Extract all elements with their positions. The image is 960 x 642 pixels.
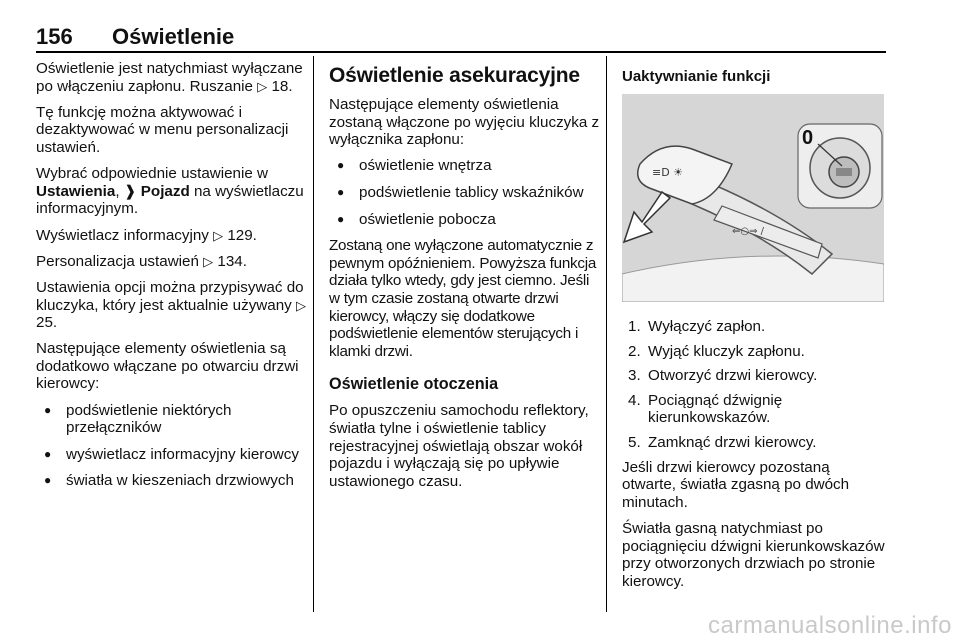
page-title: Oświetlenie — [112, 24, 235, 49]
column-divider-1 — [313, 56, 314, 612]
list-item: ● oświetlenie wnętrza — [329, 157, 601, 175]
list-item: ● światła w kieszeniach drzwiowych — [36, 472, 306, 490]
text: na wyświetlaczu informacyjnym. — [36, 182, 304, 218]
page-number: 156 — [36, 24, 73, 49]
svg-text:⇐○⇒ /: ⇐○⇒ / — [732, 226, 765, 237]
paragraph — [36, 227, 306, 245]
list-item: 2. Wyjąć kluczyk zapłonu. — [628, 342, 805, 360]
subsection-heading: Oświetlenie otoczenia — [329, 375, 499, 394]
paragraph: Światła gasną natychmiast po pociągnięciu dźwigni kierunkowskazów przy otworzonych drzwiach po stronie kierowcy. — [622, 519, 885, 590]
paragraph: Tę funkcję można aktywować i dezaktywować w menu personalizacji ustawień. — [36, 103, 289, 156]
text: Oświetlenie jest natychmiast wyłączane po włączeniu zapłonu. Ruszanie — [36, 60, 303, 95]
page-reference[interactable]: 25. — [36, 314, 58, 332]
menu-item-pojazd: Pojazd — [140, 182, 190, 200]
svg-text:≡D ☀: ≡D ☀ — [652, 166, 684, 179]
text: Personalizacja ustawień — [36, 252, 199, 270]
column-1 — [36, 60, 306, 499]
paragraph — [36, 279, 306, 332]
list-item: 5. Zamknąć drzwi kierowcy. — [628, 433, 817, 451]
list-item: 1. Wyłączyć zapłon. — [628, 318, 766, 335]
paragraph — [36, 165, 306, 218]
list-item: 3. Otworzyć drzwi kierowcy. — [628, 367, 818, 385]
list-item: ● wyświetlacz informacyjny kierowcy — [36, 446, 306, 464]
lever-drawing — [622, 94, 884, 302]
paragraph: Następujące elementy oświetlenia są dodatkowo włączane po otwarciu drzwi kierowcy: — [36, 340, 299, 393]
list-item: ● podświetlenie tablicy wskaźników — [329, 184, 601, 202]
paragraph: Zostaną one wyłączone automatycznie z pewnym opóźnieniem. Powyższa funkcja działa tylko wtedy, gdy jest ciemno. Jeśli w tym czasie zostaną otwarte drzwi kierowcy, włączy się dodatkowe podświetlenie elementów sterujących i klamki drzwi. — [329, 237, 597, 360]
page-reference[interactable]: 129. — [227, 226, 257, 244]
menu-chevron-icon: ❱ — [123, 182, 137, 200]
list-item: ● podświetlenie niektórych przełączników — [36, 402, 306, 437]
subsection-heading: Uaktywnianie funkcji — [622, 68, 771, 85]
header-rule — [36, 51, 886, 53]
list-item: 4. Pociągnąć dźwignię kierunkowskazów. — [628, 391, 783, 427]
column-2 — [329, 64, 601, 499]
text: Wybrać odpowiednie ustawienie w — [36, 165, 269, 183]
separator: , — [115, 182, 120, 200]
numbered-list — [622, 318, 886, 452]
page-header — [36, 24, 886, 52]
paragraph: Jeśli drzwi kierowcy pozostaną otwarte, światła zgasną po dwóch minutach. — [622, 458, 850, 511]
page-reference-arrow-icon: ▷ — [296, 297, 306, 313]
text: Ustawienia opcji można przypisywać do kluczyka, który jest aktualnie używany — [36, 278, 304, 314]
page-reference-arrow-icon: ▷ — [257, 78, 268, 94]
bullet-list — [36, 402, 306, 490]
text: Wyświetlacz informacyjny — [36, 226, 209, 244]
column-3 — [622, 68, 886, 599]
page-reference-arrow-icon: ▷ — [213, 227, 224, 243]
paragraph — [36, 60, 306, 95]
menu-item-ustawienia: Ustawienia — [36, 182, 116, 200]
paragraph: Po opuszczeniu samochodu reflektory, światła tylne i oświetlenie tablicy rejestracyjnej oświetlają obszar wokół pojazdu i wyłączają się po upływie ustawionego czasu. — [329, 402, 589, 490]
turn-signal-lever-illustration — [622, 94, 884, 302]
list-item: ● oświetlenie pobocza — [329, 211, 601, 229]
column-divider-2 — [606, 56, 607, 612]
bullet-list — [329, 157, 601, 228]
section-heading: Oświetlenie asekuracyjne — [329, 64, 580, 87]
paragraph: Następujące elementy oświetlenia zostaną włączone po wyjęciu kluczyka z wyłącznika zapłonu: — [329, 96, 600, 149]
page-reference[interactable]: 134. — [217, 252, 247, 270]
paragraph — [36, 253, 306, 271]
figure-callout-label: 0 — [802, 127, 814, 149]
page-reference-arrow-icon: ▷ — [203, 253, 214, 269]
page-reference[interactable]: 18. — [271, 77, 293, 95]
watermark: carmanualsonline.info — [708, 612, 952, 639]
